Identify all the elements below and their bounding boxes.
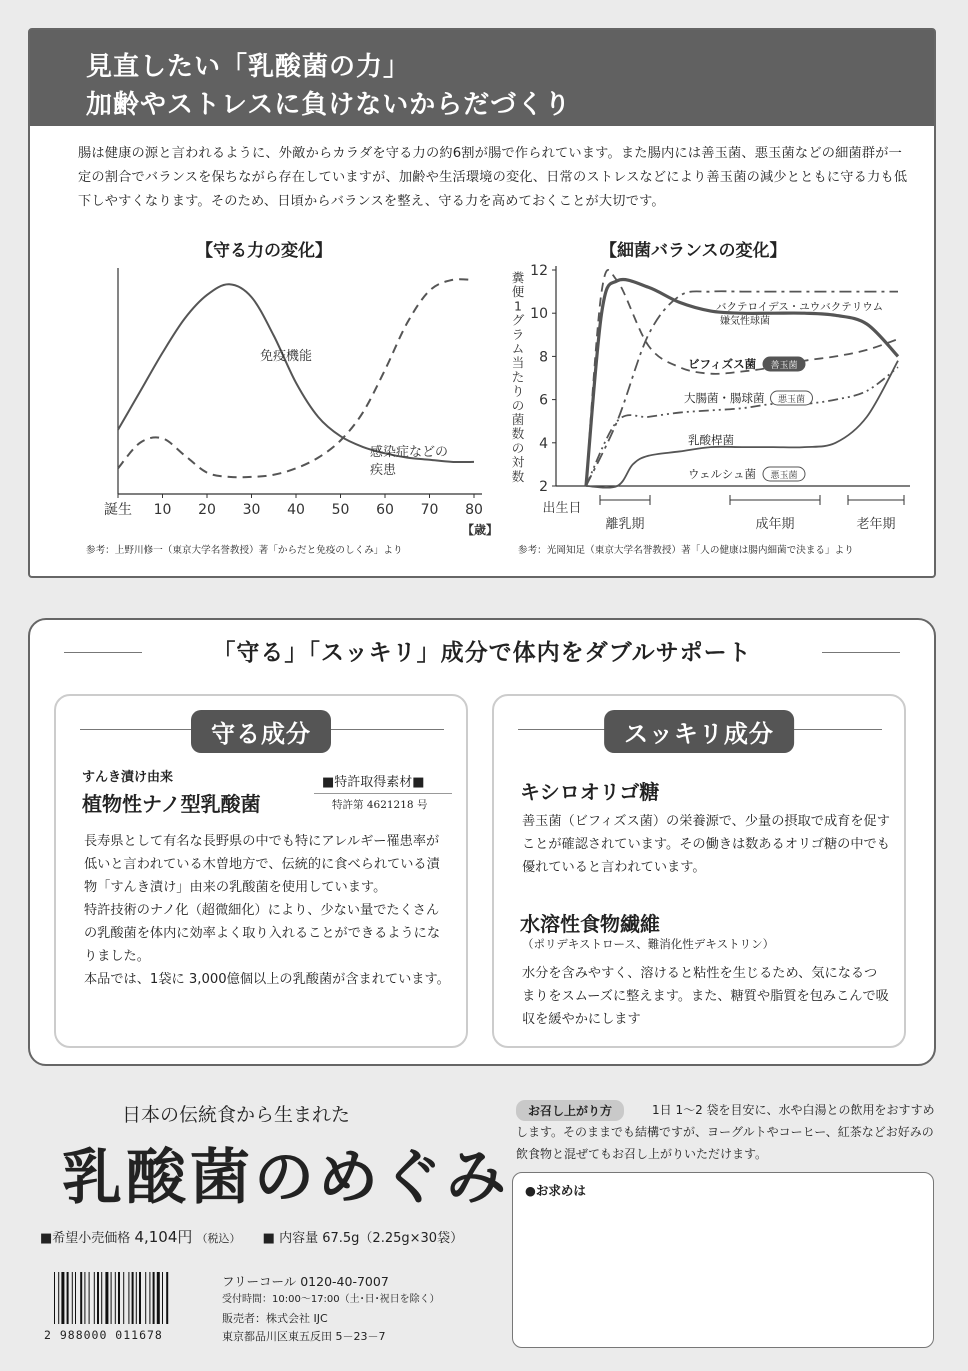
barcode: [54, 1272, 178, 1324]
barcode-bar: [115, 1272, 116, 1324]
clear-label: スッキリ成分: [604, 710, 794, 753]
y-axis-label: 便: [511, 284, 525, 300]
price-value: 4,104円: [134, 1228, 193, 1246]
protect-name: 植物性ナノ型乳酸菌: [82, 792, 261, 816]
barcode-bar: [54, 1272, 55, 1324]
x-tick-label: 80: [465, 502, 483, 518]
y-axis-label: ラ: [511, 326, 525, 342]
price-row: [40, 1226, 463, 1247]
freecall: フリーコール 0120-40-7007: [222, 1274, 389, 1289]
chart1-title: 【守る力の変化】: [196, 241, 332, 261]
tagline: 日本の伝統食から生まれた: [122, 1104, 351, 1126]
howto-label: お召し上がり方: [516, 1100, 624, 1121]
fiber-title: 水溶性食物繊維: [520, 912, 660, 936]
badge-text: 悪玉菌: [777, 395, 806, 405]
barcode-bar: [84, 1272, 85, 1324]
howto-body: 1日 1～2 袋を目安に、水や白湯との飲用をおすすめします。そのままでも結構ですが、ヨーグルトやコーヒー、紅茶などお好みの飲食物と混ぜてもお召し上がりいただけます。: [516, 1103, 935, 1161]
series-label: ビフィズス菌: [688, 357, 757, 371]
barcode-bar: [145, 1272, 146, 1324]
x-group-label: 出生日: [542, 501, 582, 516]
y-axis-label: 数: [511, 468, 525, 484]
fiber-body: 水分を含みやすく、溶けると粘性を生じるため、気になるつまりをスムーズに整えます。また、糖質や脂質を包みこんで吸収を緩やかにします: [522, 966, 889, 1027]
header-banner: [30, 30, 934, 126]
barcode-bar: [132, 1272, 134, 1324]
series-label: 感染症などの: [370, 445, 449, 460]
info-panel: [28, 28, 936, 578]
barcode-bar: [118, 1272, 120, 1324]
y-axis-label: 対: [511, 454, 525, 470]
series-label: 疾患: [370, 463, 397, 478]
x-tick-label: 70: [420, 502, 439, 518]
patent-number: 特許第 4621218 号: [332, 799, 428, 811]
x-tick-label: 誕生: [104, 502, 132, 518]
series-label: ウェルシュ菌: [688, 467, 757, 481]
x-group-label: 離乳期: [605, 517, 645, 532]
content-label: ■ 内容量: [262, 1231, 319, 1246]
support-title: 「守る」「スッキリ」成分で体内をダブルサポート: [212, 640, 752, 666]
y-axis-label: の: [511, 440, 525, 456]
y-axis-label: 菌: [511, 412, 525, 427]
protect-card: [54, 694, 468, 1048]
y-axis-label: 当: [511, 355, 525, 371]
barcode-bar: [97, 1272, 99, 1324]
bacteria-chart: [476, 263, 932, 542]
barcode-number: 2 988000 011678: [44, 1328, 163, 1342]
y-tick-label: 10: [530, 306, 548, 323]
y-tick-label: 12: [530, 263, 548, 279]
x-tick-label: 10: [153, 502, 172, 518]
patent-label: ■特許取得素材■: [322, 775, 425, 790]
x-group-label: 成年期: [755, 517, 795, 532]
barcode-bar: [105, 1272, 108, 1324]
business-hours: 受付時間：10:00～17:00（土･日･祝日を除く）: [222, 1294, 440, 1305]
protect-label: 守る成分: [191, 710, 331, 753]
headline-line-1: 見直したい「乳酸菌の力」: [86, 52, 411, 82]
immunity-chart: [70, 266, 499, 556]
barcode-bar: [58, 1272, 59, 1324]
y-tick-label: 4: [539, 435, 548, 452]
badge-text: 善玉菌: [770, 361, 798, 371]
x-group-label: 老年期: [856, 517, 896, 532]
brand-logo: 乳酸菌のめぐみ: [62, 1143, 510, 1213]
series-label: 大腸菌・腸球菌: [684, 391, 765, 405]
barcode-bar: [101, 1272, 102, 1324]
barcode-bar: [157, 1272, 160, 1324]
barcode-bar: [111, 1272, 112, 1324]
x-tick-label: 20: [198, 502, 216, 518]
x-tick-label: 30: [242, 502, 261, 518]
protect-body-1: 長寿県として有名な長野県の中でも特にアレルギー罹患率が低いと言われている木曽地方で、伝統的に食べられている漬物「すんき漬け」由来の乳酸菌を使用しています。: [84, 834, 440, 895]
y-axis-label: の: [511, 397, 525, 413]
series-label: バクテロイデス・ユウバクテリウム: [716, 301, 884, 313]
headline-line-2: 加齢やストレスに負けないからだづくり: [86, 90, 572, 120]
divider: [314, 793, 452, 794]
support-panel: [28, 618, 936, 1066]
price-note: （税込）: [196, 1232, 241, 1245]
barcode-bar: [94, 1272, 95, 1324]
chart2-title: 【細菌バランスの変化】: [600, 241, 787, 261]
x-tick-label: 40: [287, 502, 305, 518]
series-label: 乳酸桿菌: [688, 433, 734, 447]
protect-origin: すんき漬け由来: [82, 770, 174, 785]
y-axis-label: ム: [511, 341, 525, 356]
y-axis-label: グ: [511, 312, 525, 328]
howto-text: [516, 1099, 936, 1165]
x-tick-label: 60: [376, 502, 394, 518]
clear-card: [492, 694, 906, 1048]
y-axis-label: り: [511, 383, 525, 399]
order-box: [512, 1172, 934, 1348]
y-tick-label: 8: [539, 349, 548, 366]
barcode-bar: [139, 1272, 141, 1324]
barcode-bar: [162, 1272, 163, 1324]
seller: 販売者：株式会社 IJC: [222, 1312, 328, 1325]
fiber-subtitle: （ポリデキストロース、難消化性デキストリン）: [522, 937, 775, 951]
barcode-bar: [166, 1272, 168, 1324]
x-tick-label: 50: [331, 502, 350, 518]
y-tick-label: 6: [539, 392, 548, 409]
barcode-bar: [123, 1272, 124, 1324]
address: 東京都品川区東五反田 5－23－7: [222, 1330, 386, 1343]
barcode-bar: [72, 1272, 73, 1324]
x-axis-unit: 【歳】: [462, 523, 499, 537]
y-tick-label: 2: [539, 479, 548, 495]
xylo-title: キシロオリゴ糖: [520, 780, 660, 804]
barcode-bar: [136, 1272, 137, 1324]
y-axis-label: た: [511, 369, 525, 385]
protect-body-2: 特許技術のナノ化（超微細化）により、少ない量でたくさんの乳酸菌を体内に効率よく取り入れることができるようになりました。: [84, 903, 441, 964]
order-label: ●お求めは: [525, 1183, 586, 1198]
intro-paragraph: 腸は健康の源と言われるように、外敵からカラダを守る力の約6割が腸で作られています。また腸内には善玉菌、悪玉菌などの細菌群が一定の割合でバランスを保ちながら存在していますが、加齢や生活環境の変化、日常のストレスなどにより善玉菌の減少とともに守る力も低下しやすくなります。そのため、日頃からバランスを整え、守る力を高めておくことが大切です。: [78, 146, 908, 209]
protect-body-3: 本品では、1袋に 3,000億個以上の乳酸菌が含まれています。: [84, 972, 450, 987]
y-axis-label: 1: [514, 298, 522, 314]
barcode-bar: [153, 1272, 155, 1324]
barcode-bar: [80, 1272, 82, 1324]
barcode-bar: [128, 1272, 129, 1324]
y-axis-label: 数: [511, 426, 525, 442]
content-value: 67.5g（2.25g×30袋）: [322, 1231, 464, 1246]
barcode-bar: [75, 1272, 76, 1324]
series-label: 免疫機能: [260, 349, 313, 364]
badge-text: 悪玉菌: [770, 471, 798, 481]
price-label: ■希望小売価格: [40, 1231, 131, 1246]
series-line: [118, 284, 474, 462]
barcode-bar: [61, 1272, 64, 1324]
barcode-bar: [67, 1272, 69, 1324]
xylo-body: 善玉菌（ビフィズス菌）の栄養源で、少量の摂取で成育を促すことが確認されています。その働きは数あるオリゴ糖の中でも優れていると言われています。: [522, 814, 890, 875]
barcode-bar: [149, 1272, 150, 1324]
chart1-reference: 参考：上野川修一（東京大学名誉教授）著「からだと免疫のしくみ」より: [86, 545, 403, 556]
chart2-reference: 参考：光岡知足（東京大学名誉教授）著「人の健康は腸内細菌で決まる」より: [518, 545, 854, 556]
barcode-bar: [89, 1272, 90, 1324]
y-axis-label: 糞: [511, 270, 525, 285]
series-sublabel: 嫌気性球菌: [720, 316, 770, 327]
